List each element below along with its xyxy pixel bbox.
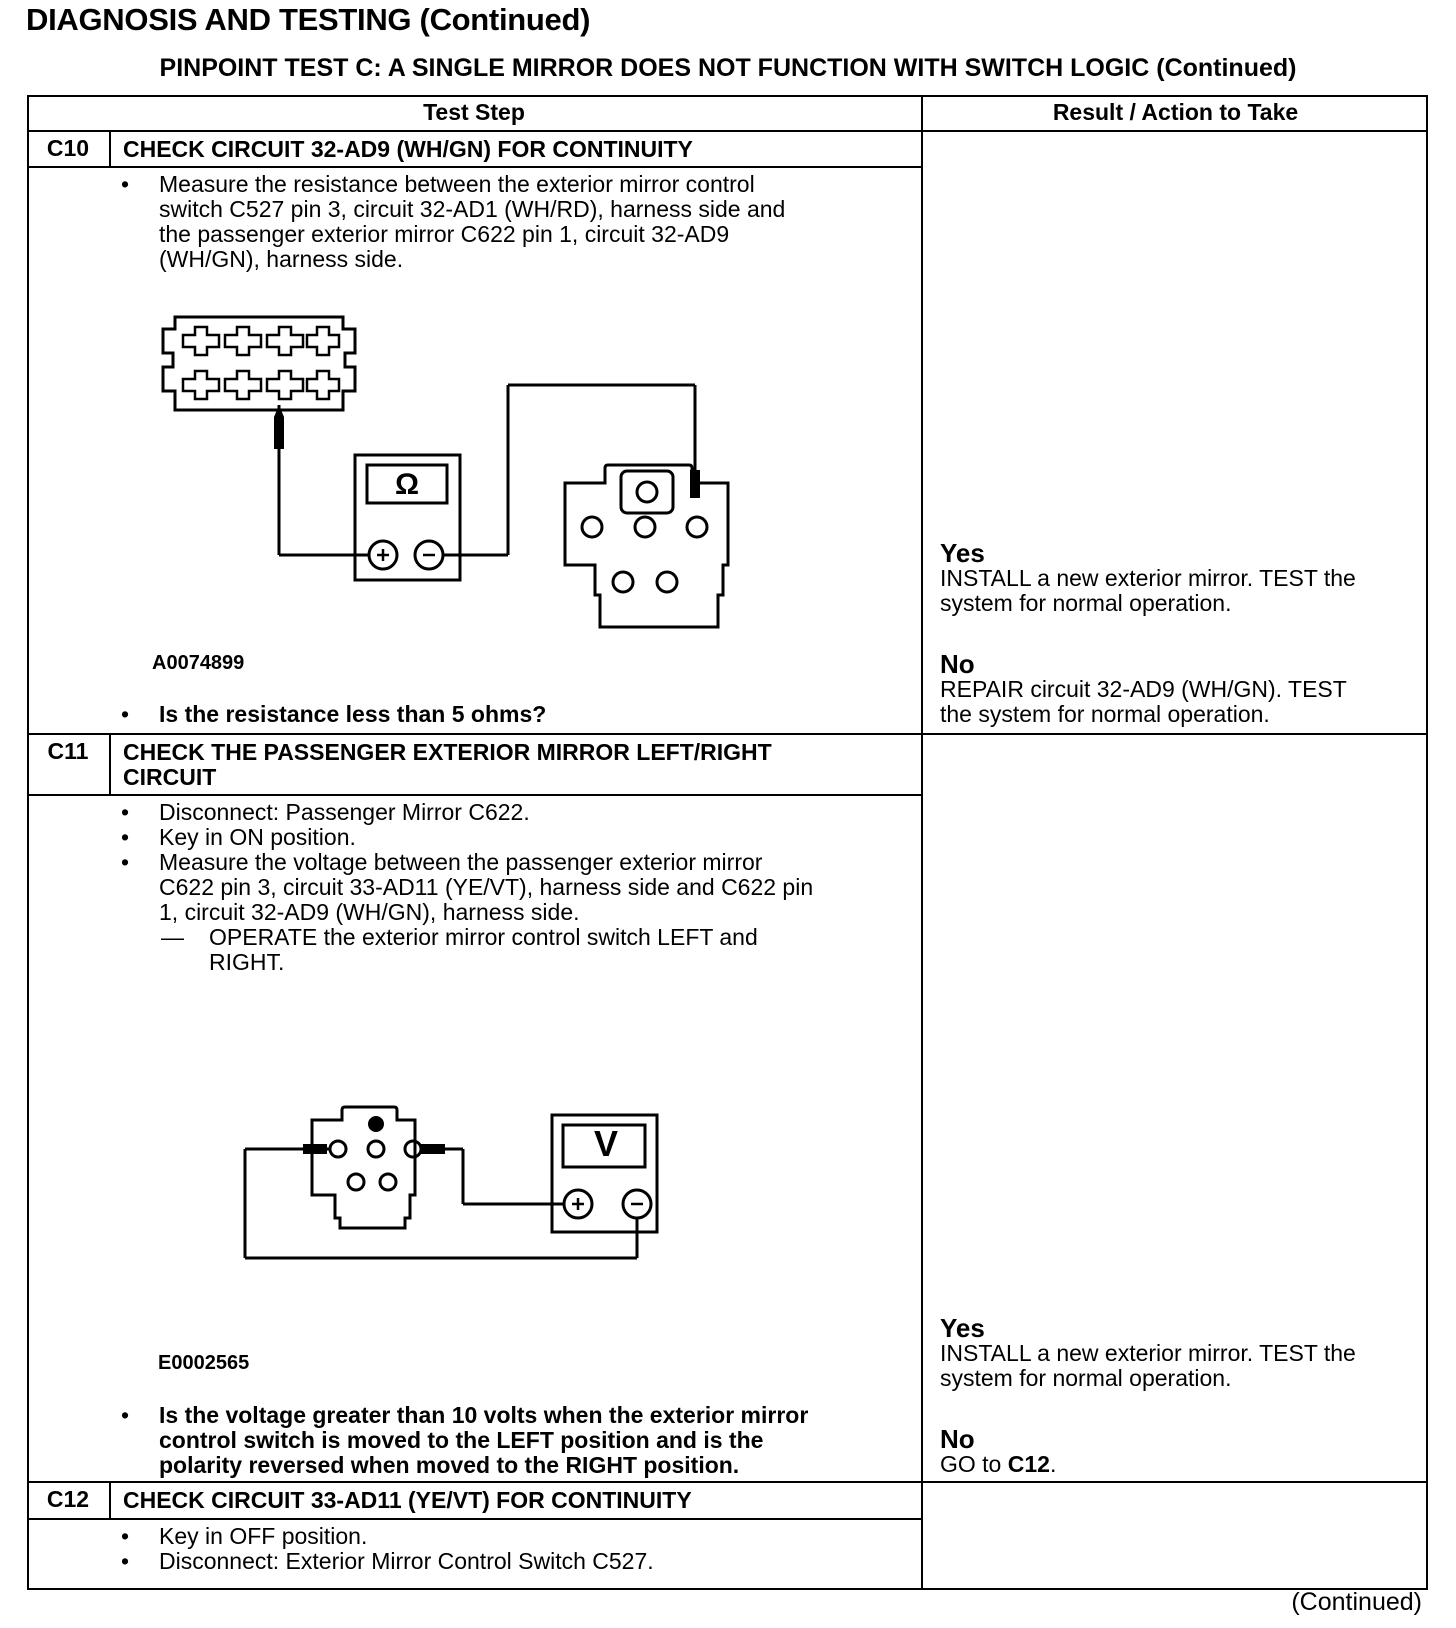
bullet: • [121,171,130,197]
step-number-divider [109,1481,111,1518]
page-title: DIAGNOSIS AND TESTING (Continued) [26,2,591,37]
c10-yes-label: Yes [940,538,985,568]
bullet: • [121,1402,130,1428]
c11-step-1: Disconnect: Passenger Mirror C622. [159,799,530,825]
ohm-symbol: Ω [394,468,420,501]
go-to-step-link[interactable]: C12 [1007,1451,1050,1477]
c12-step-2: Disconnect: Exterior Mirror Control Switch C527. [159,1548,654,1574]
step-title-c12: CHECK CIRCUIT 33-AD11 (YE/VT) FOR CONTINUITY [123,1487,692,1513]
bullet: • [121,701,130,727]
c10-instruction: Measure the resistance between the exterior mirror control switch C527 pin 3, circuit 32-AD1 (WH/RD), harness side and the passenger exterior mirror C622 pin 1, circuit 32-AD9 (WH/GN), harness side. [159,171,786,272]
step-number-c10: C10 [46,135,90,161]
bullet: • [121,849,130,875]
step-number-c12: C12 [46,1486,90,1512]
ohmmeter-diagram [155,305,755,660]
bullet: • [121,1548,130,1574]
pinpoint-test-title: PINPOINT TEST C: A SINGLE MIRROR DOES NOT FUNCTION WITH SWITCH LOGIC (Continued) [159,54,1297,82]
c10-question: Is the resistance less than 5 ohms? [159,701,547,727]
row-rule [27,733,1428,735]
bullet: • [121,824,130,850]
figure-id-c11: E0002565 [158,1352,250,1374]
column-header-test-step: Test Step [423,99,525,125]
step-number-divider [109,130,111,166]
bullet: • [121,1523,130,1549]
c11-step-3: Measure the voltage between the passenger exterior mirror C622 pin 3, circuit 33-AD11 (YE/VT), harness side and C622 pin 1, circuit 32-AD9 (WH/GN), harness side. [159,849,814,925]
column-header-result: Result / Action to Take [1052,99,1299,125]
header-rule [27,130,1428,132]
step-title-rule [27,166,923,168]
c11-no-label: No [940,1424,975,1454]
c10-yes-action: INSTALL a new exterior mirror. TEST the system for normal operation. [940,565,1356,616]
step-title-rule [27,1518,923,1520]
c11-question: Is the voltage greater than 10 volts when the exterior mirror control switch is moved to the LEFT position and is the polarity reversed when moved to the RIGHT position. [159,1402,809,1478]
figure-id-c10: A0074899 [152,652,245,674]
c11-yes-action: INSTALL a new exterior mirror. TEST the system for normal operation. [940,1340,1356,1391]
c11-sub-step: OPERATE the exterior mirror control switch LEFT and RIGHT. [209,924,758,975]
step-title-c11: CHECK THE PASSENGER EXTERIOR MIRROR LEFT/RIGHT CIRCUIT [123,739,772,790]
c11-step-2: Key in ON position. [159,824,356,850]
c10-no-action: REPAIR circuit 32-AD9 (WH/GN). TEST the system for normal operation. [940,676,1347,727]
volt-symbol: V [593,1123,618,1164]
c10-no-label: No [940,649,975,679]
c11-no-action: GO to C12. [940,1451,1057,1477]
c12-step-1: Key in OFF position. [159,1523,368,1549]
c11-yes-label: Yes [940,1313,985,1343]
step-number-divider [109,733,111,794]
dash: — [161,924,184,950]
bullet: • [121,799,130,825]
step-title-c10: CHECK CIRCUIT 32-AD9 (WH/GN) FOR CONTINUITY [123,136,693,162]
connector-pins [183,327,339,399]
continued-label: (Continued) [1291,1588,1422,1616]
row-rule [27,1481,1428,1483]
step-title-rule [27,794,923,796]
column-divider [921,95,923,1590]
step-number-c11: C11 [47,738,89,764]
